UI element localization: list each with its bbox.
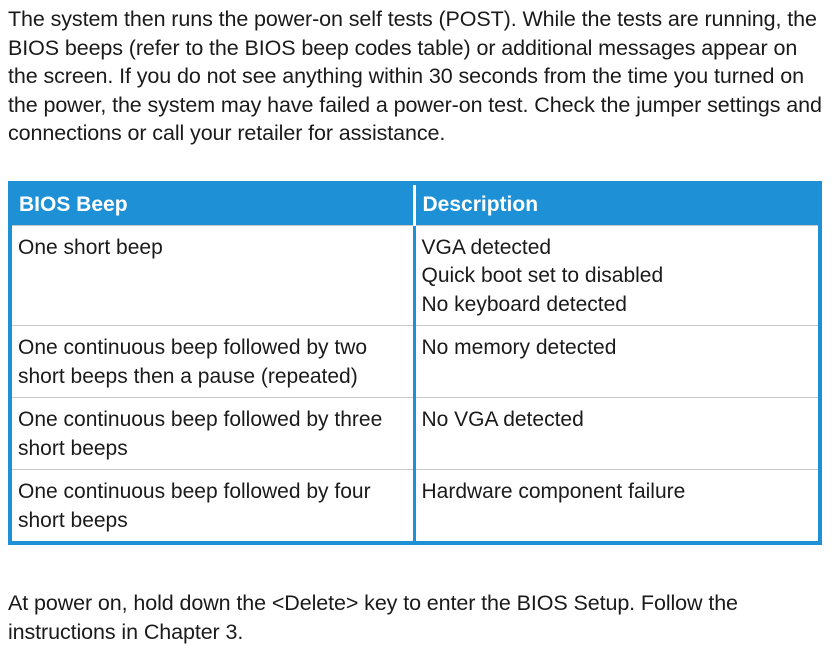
beep-cell: One continuous beep followed by three short beeps bbox=[12, 398, 414, 470]
beep-table-grid bbox=[12, 185, 818, 541]
beep-cell: One short beep bbox=[12, 225, 414, 326]
table-header-row bbox=[12, 185, 818, 225]
description-cell bbox=[414, 326, 818, 398]
description-line: VGA detected bbox=[421, 235, 552, 259]
beep-cell: One continuous beep followed by four short beeps bbox=[12, 470, 414, 542]
description-cell bbox=[414, 470, 818, 542]
intro-paragraph: The system then runs the power-on self tests (POST). While the tests are running, the BIOS beeps (refer to the BIOS beep codes table) or additional messages appear on the screen. If you do not see anything within 30 seconds from the time you turned on the power, the system may have failed a power-on test. Check the jumper settings and connections or call your retailer for assistance. bbox=[8, 7, 822, 146]
description-line: No memory detected bbox=[421, 336, 617, 359]
outro-paragraph: At power on, hold down the <Delete> key to enter the BIOS Setup. Follow the instructions in Chapter 3. bbox=[8, 591, 738, 644]
bios-beep-codes-table bbox=[8, 181, 822, 545]
description-line: No keyboard detected bbox=[421, 292, 627, 316]
description-line: Hardware component failure bbox=[421, 480, 686, 503]
description-cell bbox=[414, 398, 818, 470]
table-row bbox=[12, 470, 818, 542]
description-cell bbox=[414, 225, 818, 326]
description-line: Quick boot set to disabled bbox=[421, 264, 664, 287]
description-line: No VGA detected bbox=[421, 408, 584, 431]
table-row bbox=[12, 326, 818, 398]
table-row bbox=[12, 225, 818, 326]
header-bios-beep: BIOS Beep bbox=[12, 185, 414, 225]
header-description: Description bbox=[414, 185, 818, 225]
beep-cell: One continuous beep followed by two short beeps then a pause (repeated) bbox=[12, 326, 414, 398]
table-row bbox=[12, 398, 818, 470]
